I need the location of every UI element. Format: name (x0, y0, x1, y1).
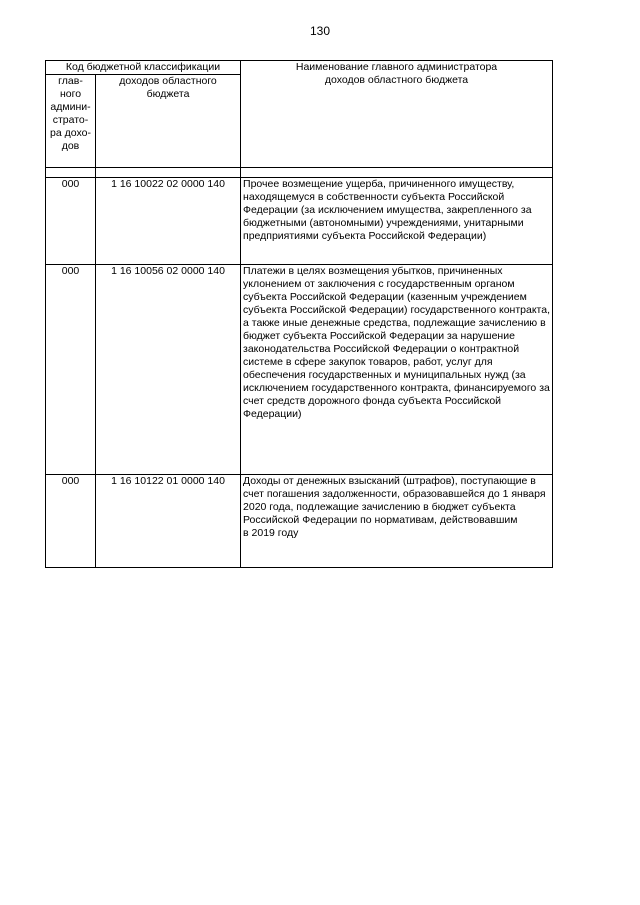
income-code-cell: 1 16 10056 02 0000 140 (96, 265, 241, 475)
spacer-row (46, 168, 553, 178)
admin-code-cell: 000 (46, 265, 96, 475)
admin-code-cell: 000 (46, 475, 96, 568)
table-row (46, 475, 553, 568)
income-code-cell: 1 16 10122 01 0000 140 (96, 475, 241, 568)
spacer-cell (241, 168, 553, 178)
table-row (46, 178, 553, 265)
table-row (46, 265, 553, 475)
header-chief-administrator: глав- ного админи- страто- ра дохо- дов (46, 75, 96, 168)
income-name-cell: Доходы от денежных взысканий (штрафов), поступающие в счет погашения задолженности, образовавшейся до 1 января 2020 года, подлежащие зачислению в бюджет субъекта Российской Федерации по нормативам, действовавшим в 2019 году (241, 475, 553, 568)
income-code-cell: 1 16 10022 02 0000 140 (96, 178, 241, 265)
spacer-cell (96, 168, 241, 178)
income-name-cell: Платежи в целях возмещения убытков, причиненных уклонением от заключения с государственным органом субъекта Российской Федерации (казенным учреждением субъекта Российской Федерации) государственного контракта, а также иные денежные средства, подлежащие зачислению в бюджет субъекта Российской Федерации за нарушение законодательства Российской Федерации о контрактной системе в сфере закупок товаров, работ, услуг для обеспечения государственных и муниципальных нужд (за исключением государственного контракта, финансируемого за счет средств дорожного фонда субъекта Российской Федерации) (241, 265, 553, 475)
page-number: 130 (309, 24, 331, 38)
income-name-cell: Прочее возмещение ущерба, причиненного имуществу, находящемуся в собственности субъекта Российской Федерации (за исключением имущества, закрепленного за бюджетными (автономными) учреждениями, унитарными предприятиями субъекта Российской Федерации) (241, 178, 553, 265)
header-administrator-name: Наименование главного администратора доходов областного бюджета (241, 61, 553, 168)
header-budget-classification-code: Код бюджетной классификации (46, 61, 241, 75)
spacer-cell (46, 168, 96, 178)
header-regional-budget-income: доходов областного бюджета (96, 75, 241, 168)
budget-classification-table (45, 60, 553, 568)
admin-code-cell: 000 (46, 178, 96, 265)
